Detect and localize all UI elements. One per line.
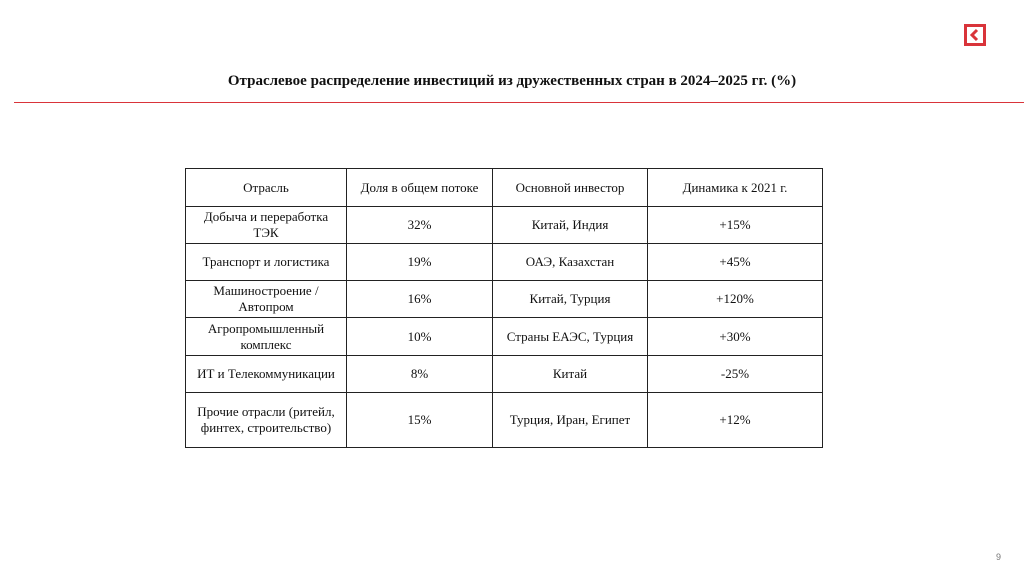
table-cell: Машиностроение / Автопром xyxy=(186,281,347,318)
table-cell: +120% xyxy=(648,281,823,318)
table-cell: -25% xyxy=(648,356,823,393)
table-cell: Китай, Индия xyxy=(493,207,648,244)
table-row xyxy=(186,318,823,356)
investment-table xyxy=(185,168,823,448)
table-cell: +30% xyxy=(648,318,823,356)
page-number: 9 xyxy=(996,552,1002,562)
header-cell: Основной инвестор xyxy=(493,169,648,207)
table-cell: ИТ и Телекоммуникации xyxy=(186,356,347,393)
table-cell: 10% xyxy=(347,318,493,356)
table-cell: Китай xyxy=(493,356,648,393)
table-cell: Добыча и переработка ТЭК xyxy=(186,207,347,244)
table-cell: Прочие отрасли (ритейл, финтех, строительство) xyxy=(186,393,347,448)
table-cell: 19% xyxy=(347,244,493,281)
table-cell: Турция, Иран, Египет xyxy=(493,393,648,448)
table-cell: Китай, Турция xyxy=(493,281,648,318)
header-cell: Доля в общем потоке xyxy=(347,169,493,207)
slide-title: Отраслевое распределение инвестиций из дружественных стран в 2024–2025 гг. (%) xyxy=(227,73,797,89)
table-row xyxy=(186,356,823,393)
table-cell: 8% xyxy=(347,356,493,393)
table-row xyxy=(186,393,823,448)
table-row xyxy=(186,281,823,318)
table-cell: 32% xyxy=(347,207,493,244)
table-row xyxy=(186,207,823,244)
table-cell: 15% xyxy=(347,393,493,448)
table-header-row xyxy=(186,169,823,207)
table-cell: ОАЭ, Казахстан xyxy=(493,244,648,281)
table-row xyxy=(186,244,823,281)
title-divider xyxy=(14,102,1024,103)
back-arrow-logo-icon[interactable] xyxy=(964,24,986,46)
table-cell: Агропромышленный комплекс xyxy=(186,318,347,356)
table-cell: 16% xyxy=(347,281,493,318)
table-cell: +15% xyxy=(648,207,823,244)
table-cell: Транспорт и логистика xyxy=(186,244,347,281)
table-cell: +45% xyxy=(648,244,823,281)
table-cell: Страны ЕАЭС, Турция xyxy=(493,318,648,356)
header-cell: Динамика к 2021 г. xyxy=(648,169,823,207)
header-cell: Отрасль xyxy=(186,169,347,207)
table-cell: +12% xyxy=(648,393,823,448)
